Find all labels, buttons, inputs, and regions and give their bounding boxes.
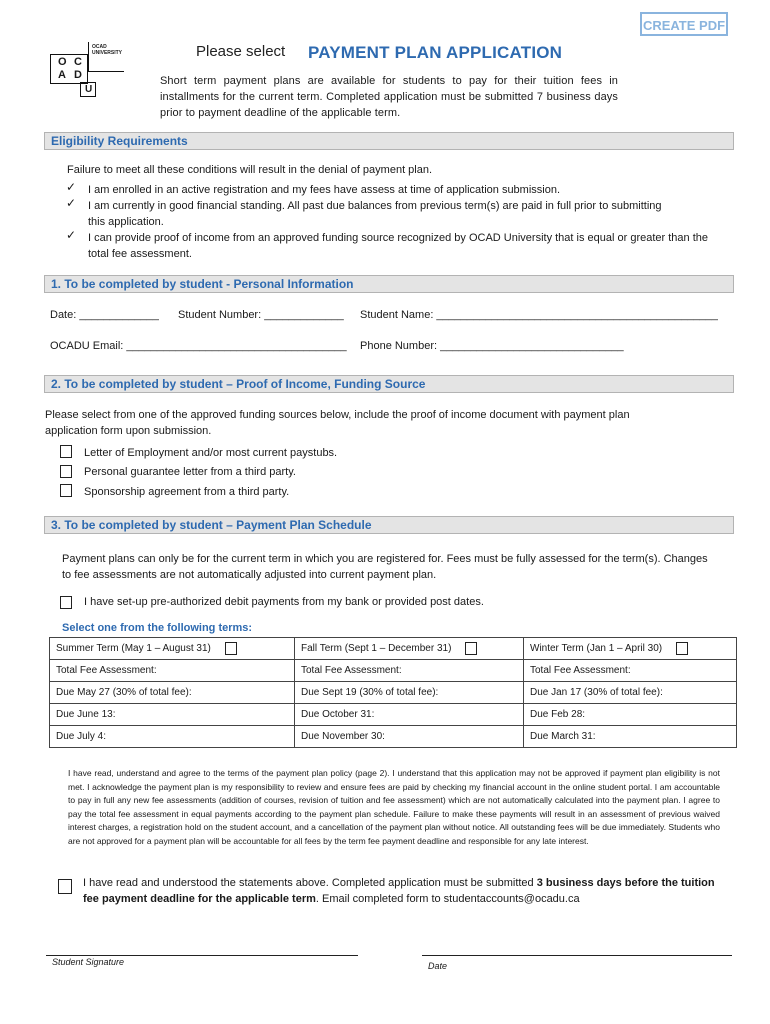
logo-grid [50, 54, 88, 84]
eligibility-item: I am enrolled in an active registration and my fees have assess at time of application submission. [88, 184, 561, 196]
acknowledge-email-text: . Email completed form to studentaccounts@ocadu.ca [315, 893, 580, 905]
logo-letter-a: A [58, 69, 66, 81]
table-row [50, 638, 737, 660]
check-icon: ✓ [66, 196, 77, 210]
section2-intro: Please select from one of the approved funding sources below, include the proof of income document with payment plan application form upon submission. [45, 409, 630, 437]
funding-option-label: Personal guarantee letter from a third party. [84, 466, 296, 478]
funding-checkbox-employment[interactable] [60, 445, 72, 458]
winter-term-cell [524, 638, 737, 660]
section3-heading: 3. To be completed by student – Payment Plan Schedule [44, 516, 734, 534]
funding-option-label: Letter of Employment and/or most current paystubs. [84, 447, 338, 459]
signature-label: Student Signature [52, 957, 125, 967]
table-cell[interactable]: Due Sept 19 (30% of total fee): [295, 682, 524, 704]
table-cell[interactable]: Due Feb 28: [524, 704, 737, 726]
date-field[interactable]: Date: _____________ [50, 309, 159, 321]
table-row [50, 682, 737, 704]
funding-checkbox-sponsorship[interactable] [60, 484, 72, 497]
signature-line[interactable] [46, 955, 358, 956]
ocad-university-logo [50, 42, 124, 98]
email-field[interactable]: OCADU Email: ____________________________________ [50, 340, 347, 352]
table-row [50, 704, 737, 726]
table-cell[interactable]: Due November 30: [295, 726, 524, 748]
select-terms-label: Select one from the following terms: [62, 622, 253, 634]
table-row [50, 660, 737, 682]
logo-letter-c: C [74, 56, 82, 68]
date-line[interactable] [422, 955, 732, 956]
student-number-field[interactable]: Student Number: _____________ [178, 309, 344, 321]
fall-term-checkbox[interactable] [465, 642, 477, 655]
term-label: Summer Term (May 1 – August 31) [56, 643, 211, 655]
page-title: PAYMENT PLAN APPLICATION [308, 43, 563, 62]
pad-checkbox[interactable] [60, 596, 72, 609]
logo-text: OCAD UNIVERSITY [92, 44, 123, 56]
acknowledge-checkbox[interactable] [58, 879, 72, 894]
payment-terms-table [49, 637, 737, 748]
funding-checkbox-guarantee[interactable] [60, 465, 72, 478]
table-cell[interactable]: Due July 4: [50, 726, 295, 748]
section1-heading: 1. To be completed by student - Personal Information [44, 275, 734, 293]
summer-term-cell [50, 638, 295, 660]
summer-term-checkbox[interactable] [225, 642, 237, 655]
table-cell[interactable]: Due March 31: [524, 726, 737, 748]
acknowledge-text: I have read and understood the statements above. Completed application must be submitted [83, 877, 537, 889]
create-pdf-button[interactable]: CREATE PDF [640, 12, 728, 36]
table-row [50, 726, 737, 748]
logo-letter-u: U [85, 84, 93, 95]
table-cell[interactable]: Total Fee Assessment: [524, 660, 737, 682]
student-name-field[interactable]: Student Name: ______________________________________________ [360, 309, 718, 321]
please-select-label: Please select [196, 43, 286, 60]
pad-option-label: I have set-up pre-authorized debit payments from my bank or provided post dates. [84, 596, 484, 608]
term-label: Fall Term (Sept 1 – December 31) [301, 643, 452, 655]
winter-term-checkbox[interactable] [676, 642, 688, 655]
check-icon: ✓ [66, 228, 77, 242]
table-cell[interactable]: Total Fee Assessment: [50, 660, 295, 682]
funding-option-label: Sponsorship agreement from a third party. [84, 486, 290, 498]
eligibility-item: I can provide proof of income from an approved funding source recognized by OCAD University that is equal or greater than the total fee assessment. [88, 232, 709, 260]
acknowledge-deadline: 3 business days before the tuition fee payment deadline for the applicable term [83, 877, 715, 905]
table-cell[interactable]: Due June 13: [50, 704, 295, 726]
table-cell[interactable]: Due Jan 17 (30% of total fee): [524, 682, 737, 704]
section3-intro: Payment plans can only be for the current term in which you are registered for. Fees must be fully assessed for the term(s). Changes to fee assessments are not automatically adjusted into current payment plan. [62, 553, 708, 581]
term-label: Winter Term (Jan 1 – April 30) [530, 643, 663, 655]
table-cell[interactable]: Due October 31: [295, 704, 524, 726]
check-icon: ✓ [66, 180, 77, 194]
eligibility-item: I am currently in good financial standing. All past due balances from previous term(s) are paid in full prior to submitting this application. [88, 200, 662, 228]
intro-text: Short term payment plans are available for students to pay for their tuition fees in installments for the current term. Completed application must be submitted 7 business days prior to payment deadline of the applicable term. [160, 75, 618, 119]
eligibility-heading: Eligibility Requirements [44, 132, 734, 150]
phone-field[interactable]: Phone Number: ______________________________ [360, 340, 624, 352]
acknowledge-statement [83, 875, 723, 907]
policy-text: I have read, understand and agree to the terms of the payment plan policy (page 2). I understand that this application may not be approved if payment plan eligibility is not met. I acknowledge the payment plan is my responsibility to review and ensure fees are paid by checking my financial account in the online student portal. I am accountable to pay in full any new fee assessments (addition of courses, revision of tuition and fee assessment) which are not automatically calculated into the payment plan. I agree to pay the total fee assessment in equal payments according to the payment plan schedule. Failure to make these payments will result in an assessment of previous waived interest charges, a registration hold on the student account, and a cancellation of the payment plan without notice. All outstanding fees will be due immediately. Students who are not approved for a payment plan will be accountable for all fees by the term fee payment deadline and responsible for any late interest. [68, 768, 720, 846]
date-label: Date [428, 961, 448, 971]
table-cell[interactable]: Total Fee Assessment: [295, 660, 524, 682]
logo-letter-o: O [58, 56, 67, 68]
table-cell[interactable]: Due May 27 (30% of total fee): [50, 682, 295, 704]
fall-term-cell [295, 638, 524, 660]
section2-heading: 2. To be completed by student – Proof of Income, Funding Source [44, 375, 734, 393]
eligibility-note: Failure to meet all these conditions will result in the denial of payment plan. [67, 164, 433, 176]
logo-letter-d: D [74, 69, 82, 81]
